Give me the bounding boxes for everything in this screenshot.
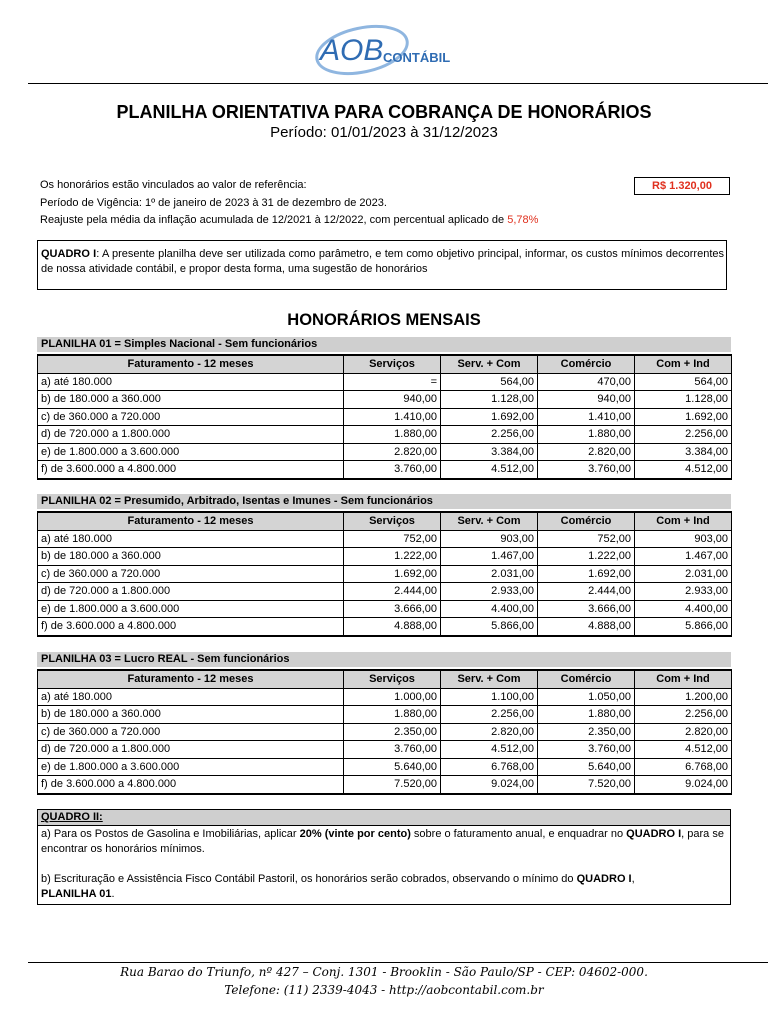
value-cell: 4.400,00 — [635, 600, 732, 618]
sheet-02-title: PLANILHA 02 = Presumido, Arbitrado, Isentas e Imunes - Sem funcionários — [37, 494, 731, 509]
value-cell: 3.384,00 — [635, 443, 732, 461]
value-cell: 1.222,00 — [538, 548, 635, 566]
table-row — [38, 706, 732, 724]
footer-address: Rua Barao do Triunfo, nº 427 – Conj. 1301 - Brooklin - São Paulo/SP - CEP: 04602-000. — [120, 965, 648, 979]
value-cell: 3.760,00 — [538, 741, 635, 759]
table-row — [38, 530, 732, 548]
col-header: Com + Ind — [635, 512, 732, 530]
col-header: Serviços — [344, 670, 441, 688]
value-cell: 3.666,00 — [344, 600, 441, 618]
value-cell: 2.820,00 — [538, 443, 635, 461]
table-row — [38, 548, 732, 566]
table-row — [38, 565, 732, 583]
value-cell: 2.820,00 — [635, 723, 732, 741]
table-row — [38, 600, 732, 618]
col-header: Serv. + Com — [441, 512, 538, 530]
value-cell: = — [344, 373, 441, 391]
value-cell: 2.820,00 — [441, 723, 538, 741]
range-cell: d) de 720.000 a 1.800.000 — [38, 583, 344, 601]
table-row — [38, 776, 732, 794]
value-cell: 2.256,00 — [441, 426, 538, 444]
sheet-03-title: PLANILHA 03 = Lucro REAL - Sem funcionários — [37, 652, 731, 667]
company-logo — [0, 22, 768, 78]
table-header-row — [38, 355, 732, 373]
col-header: Comércio — [538, 670, 635, 688]
range-cell: b) de 180.000 a 360.000 — [38, 548, 344, 566]
value-cell: 1.467,00 — [441, 548, 538, 566]
value-cell: 2.350,00 — [344, 723, 441, 741]
col-header: Com + Ind — [635, 355, 732, 373]
range-cell: a) até 180.000 — [38, 530, 344, 548]
col-header: Com + Ind — [635, 670, 732, 688]
value-cell: 3.384,00 — [441, 443, 538, 461]
value-cell: 1.692,00 — [441, 408, 538, 426]
table-row — [38, 758, 732, 776]
document-title: PLANILHA ORIENTATIVA PARA COBRANÇA DE HONORÁRIOS — [116, 102, 652, 122]
quadro-ii-item-a: a) Para os Postos de Gasolina e Imobiliárias, aplicar 20% (vinte por cento) sobre o faturamento anual, e enquadrar no QUADRO I, para se encontrar os honorários mínimos. — [41, 828, 724, 855]
table-row — [38, 723, 732, 741]
value-cell: 3.666,00 — [538, 600, 635, 618]
value-cell: 1.692,00 — [538, 565, 635, 583]
col-header: Faturamento - 12 meses — [38, 512, 344, 530]
value-cell: 2.933,00 — [635, 583, 732, 601]
quadro-i-text: : A presente planilha deve ser utilizada como parâmetro, e tem como objetivo principal, informar, os custos mínimos decorrentes de nossa atividade contábil, e propor desta forma, uma sugestão de honorários — [41, 248, 725, 275]
value-cell: 7.520,00 — [538, 776, 635, 794]
range-cell: a) até 180.000 — [38, 688, 344, 706]
value-cell: 564,00 — [441, 373, 538, 391]
value-cell: 9.024,00 — [441, 776, 538, 794]
value-cell: 2.031,00 — [635, 565, 732, 583]
quadro-i-box — [37, 240, 727, 290]
document-period: Período: 01/01/2023 à 31/12/2023 — [270, 124, 498, 141]
value-cell: 3.760,00 — [344, 741, 441, 759]
logo-main-text: AOB — [320, 34, 384, 67]
value-cell: 3.760,00 — [538, 461, 635, 479]
value-cell: 903,00 — [635, 530, 732, 548]
value-cell: 940,00 — [344, 391, 441, 409]
intro-line-3: Reajuste pela média da inflação acumulada de 12/2021 à 12/2022, com percentual aplicado de 5,78% — [40, 214, 539, 226]
sheet-02-table — [37, 511, 732, 637]
value-cell: 7.520,00 — [344, 776, 441, 794]
value-cell: 1.200,00 — [635, 688, 732, 706]
range-cell: c) de 360.000 a 720.000 — [38, 723, 344, 741]
table-row — [38, 426, 732, 444]
value-cell: 6.768,00 — [441, 758, 538, 776]
value-cell: 5.640,00 — [344, 758, 441, 776]
value-cell: 5.640,00 — [538, 758, 635, 776]
col-header: Serv. + Com — [441, 670, 538, 688]
table-row — [38, 391, 732, 409]
value-cell: 1.128,00 — [635, 391, 732, 409]
table-row — [38, 443, 732, 461]
value-cell: 2.256,00 — [441, 706, 538, 724]
value-cell: 1.222,00 — [344, 548, 441, 566]
table-header-row — [38, 512, 732, 530]
value-cell: 940,00 — [538, 391, 635, 409]
value-cell: 5.866,00 — [635, 618, 732, 636]
value-cell: 6.768,00 — [635, 758, 732, 776]
value-cell: 2.444,00 — [538, 583, 635, 601]
inflation-percent: 5,78% — [507, 214, 539, 226]
quadro-i-label: QUADRO I — [41, 248, 97, 260]
range-cell: c) de 360.000 a 720.000 — [38, 565, 344, 583]
value-cell: 564,00 — [635, 373, 732, 391]
sheet-01-table — [37, 354, 732, 480]
quadro-ii-item-b: b) Escrituração e Assistência Fisco Contábil Pastoril, os honorários serão cobrados, observando o mínimo do QUADRO I, PLANILHA 01. — [41, 873, 635, 900]
sheet-03-table — [37, 669, 732, 795]
sheet-01-title: PLANILHA 01 = Simples Nacional - Sem funcionários — [37, 337, 731, 352]
col-header: Comércio — [538, 512, 635, 530]
table-row — [38, 741, 732, 759]
col-header: Faturamento - 12 meses — [38, 355, 344, 373]
value-cell: 1.880,00 — [538, 706, 635, 724]
col-header: Serv. + Com — [441, 355, 538, 373]
value-cell: 1.692,00 — [344, 565, 441, 583]
logo-sub-text: CONTÁBIL — [383, 50, 451, 65]
value-cell: 1.128,00 — [441, 391, 538, 409]
table-row — [38, 583, 732, 601]
value-cell: 903,00 — [441, 530, 538, 548]
value-cell: 752,00 — [344, 530, 441, 548]
value-cell: 4.512,00 — [635, 461, 732, 479]
value-cell: 4.400,00 — [441, 600, 538, 618]
table-row — [38, 461, 732, 479]
table-row — [38, 618, 732, 636]
range-cell: a) até 180.000 — [38, 373, 344, 391]
value-cell: 3.760,00 — [344, 461, 441, 479]
value-cell: 4.512,00 — [441, 741, 538, 759]
col-header: Serviços — [344, 355, 441, 373]
intro-line-1: Os honorários estão vinculados ao valor de referência: — [40, 179, 307, 191]
header-divider — [28, 83, 768, 84]
intro-line-2: Período de Vigência: 1º de janeiro de 2023 à 31 de dezembro de 2023. — [40, 196, 387, 209]
col-header: Faturamento - 12 meses — [38, 670, 344, 688]
range-cell: d) de 720.000 a 1.800.000 — [38, 741, 344, 759]
value-cell: 470,00 — [538, 373, 635, 391]
section-title: HONORÁRIOS MENSAIS — [287, 311, 481, 329]
value-cell: 1.692,00 — [635, 408, 732, 426]
value-cell: 1.880,00 — [344, 706, 441, 724]
value-cell: 1.410,00 — [538, 408, 635, 426]
table-row — [38, 373, 732, 391]
value-cell: 752,00 — [538, 530, 635, 548]
table-header-row — [38, 670, 732, 688]
value-cell: 2.444,00 — [344, 583, 441, 601]
value-cell: 1.467,00 — [635, 548, 732, 566]
quadro-ii-box — [37, 809, 731, 905]
table-row — [38, 688, 732, 706]
intro-text — [40, 177, 538, 230]
range-cell: e) de 1.800.000 a 3.600.000 — [38, 443, 344, 461]
value-cell: 2.256,00 — [635, 706, 732, 724]
value-cell: 2.933,00 — [441, 583, 538, 601]
range-cell: f) de 3.600.000 a 4.800.000 — [38, 776, 344, 794]
value-cell: 1.410,00 — [344, 408, 441, 426]
range-cell: c) de 360.000 a 720.000 — [38, 408, 344, 426]
value-cell: 1.100,00 — [441, 688, 538, 706]
value-cell: 2.820,00 — [344, 443, 441, 461]
value-cell: 2.256,00 — [635, 426, 732, 444]
table-row — [38, 408, 732, 426]
quadro-ii-title: QUADRO II: — [38, 810, 730, 826]
quadro-ii-body — [38, 826, 730, 902]
footer — [0, 963, 768, 999]
range-cell: f) de 3.600.000 a 4.800.000 — [38, 618, 344, 636]
value-cell: 4.512,00 — [635, 741, 732, 759]
col-header: Serviços — [344, 512, 441, 530]
value-cell: 5.866,00 — [441, 618, 538, 636]
value-cell: 4.512,00 — [441, 461, 538, 479]
range-cell: b) de 180.000 a 360.000 — [38, 706, 344, 724]
value-cell: 1.000,00 — [344, 688, 441, 706]
footer-contact: Telefone: (11) 2339-4043 - http://aobcontabil.com.br — [224, 983, 544, 997]
value-cell: 1.880,00 — [344, 426, 441, 444]
col-header: Comércio — [538, 355, 635, 373]
value-cell: 1.880,00 — [538, 426, 635, 444]
value-cell: 4.888,00 — [344, 618, 441, 636]
range-cell: d) de 720.000 a 1.800.000 — [38, 426, 344, 444]
value-cell: 2.350,00 — [538, 723, 635, 741]
value-cell: 9.024,00 — [635, 776, 732, 794]
value-cell: 2.031,00 — [441, 565, 538, 583]
value-cell: 4.888,00 — [538, 618, 635, 636]
range-cell: e) de 1.800.000 a 3.600.000 — [38, 758, 344, 776]
range-cell: b) de 180.000 a 360.000 — [38, 391, 344, 409]
range-cell: e) de 1.800.000 a 3.600.000 — [38, 600, 344, 618]
value-cell: 1.050,00 — [538, 688, 635, 706]
range-cell: f) de 3.600.000 a 4.800.000 — [38, 461, 344, 479]
reference-value-box: R$ 1.320,00 — [634, 177, 730, 195]
